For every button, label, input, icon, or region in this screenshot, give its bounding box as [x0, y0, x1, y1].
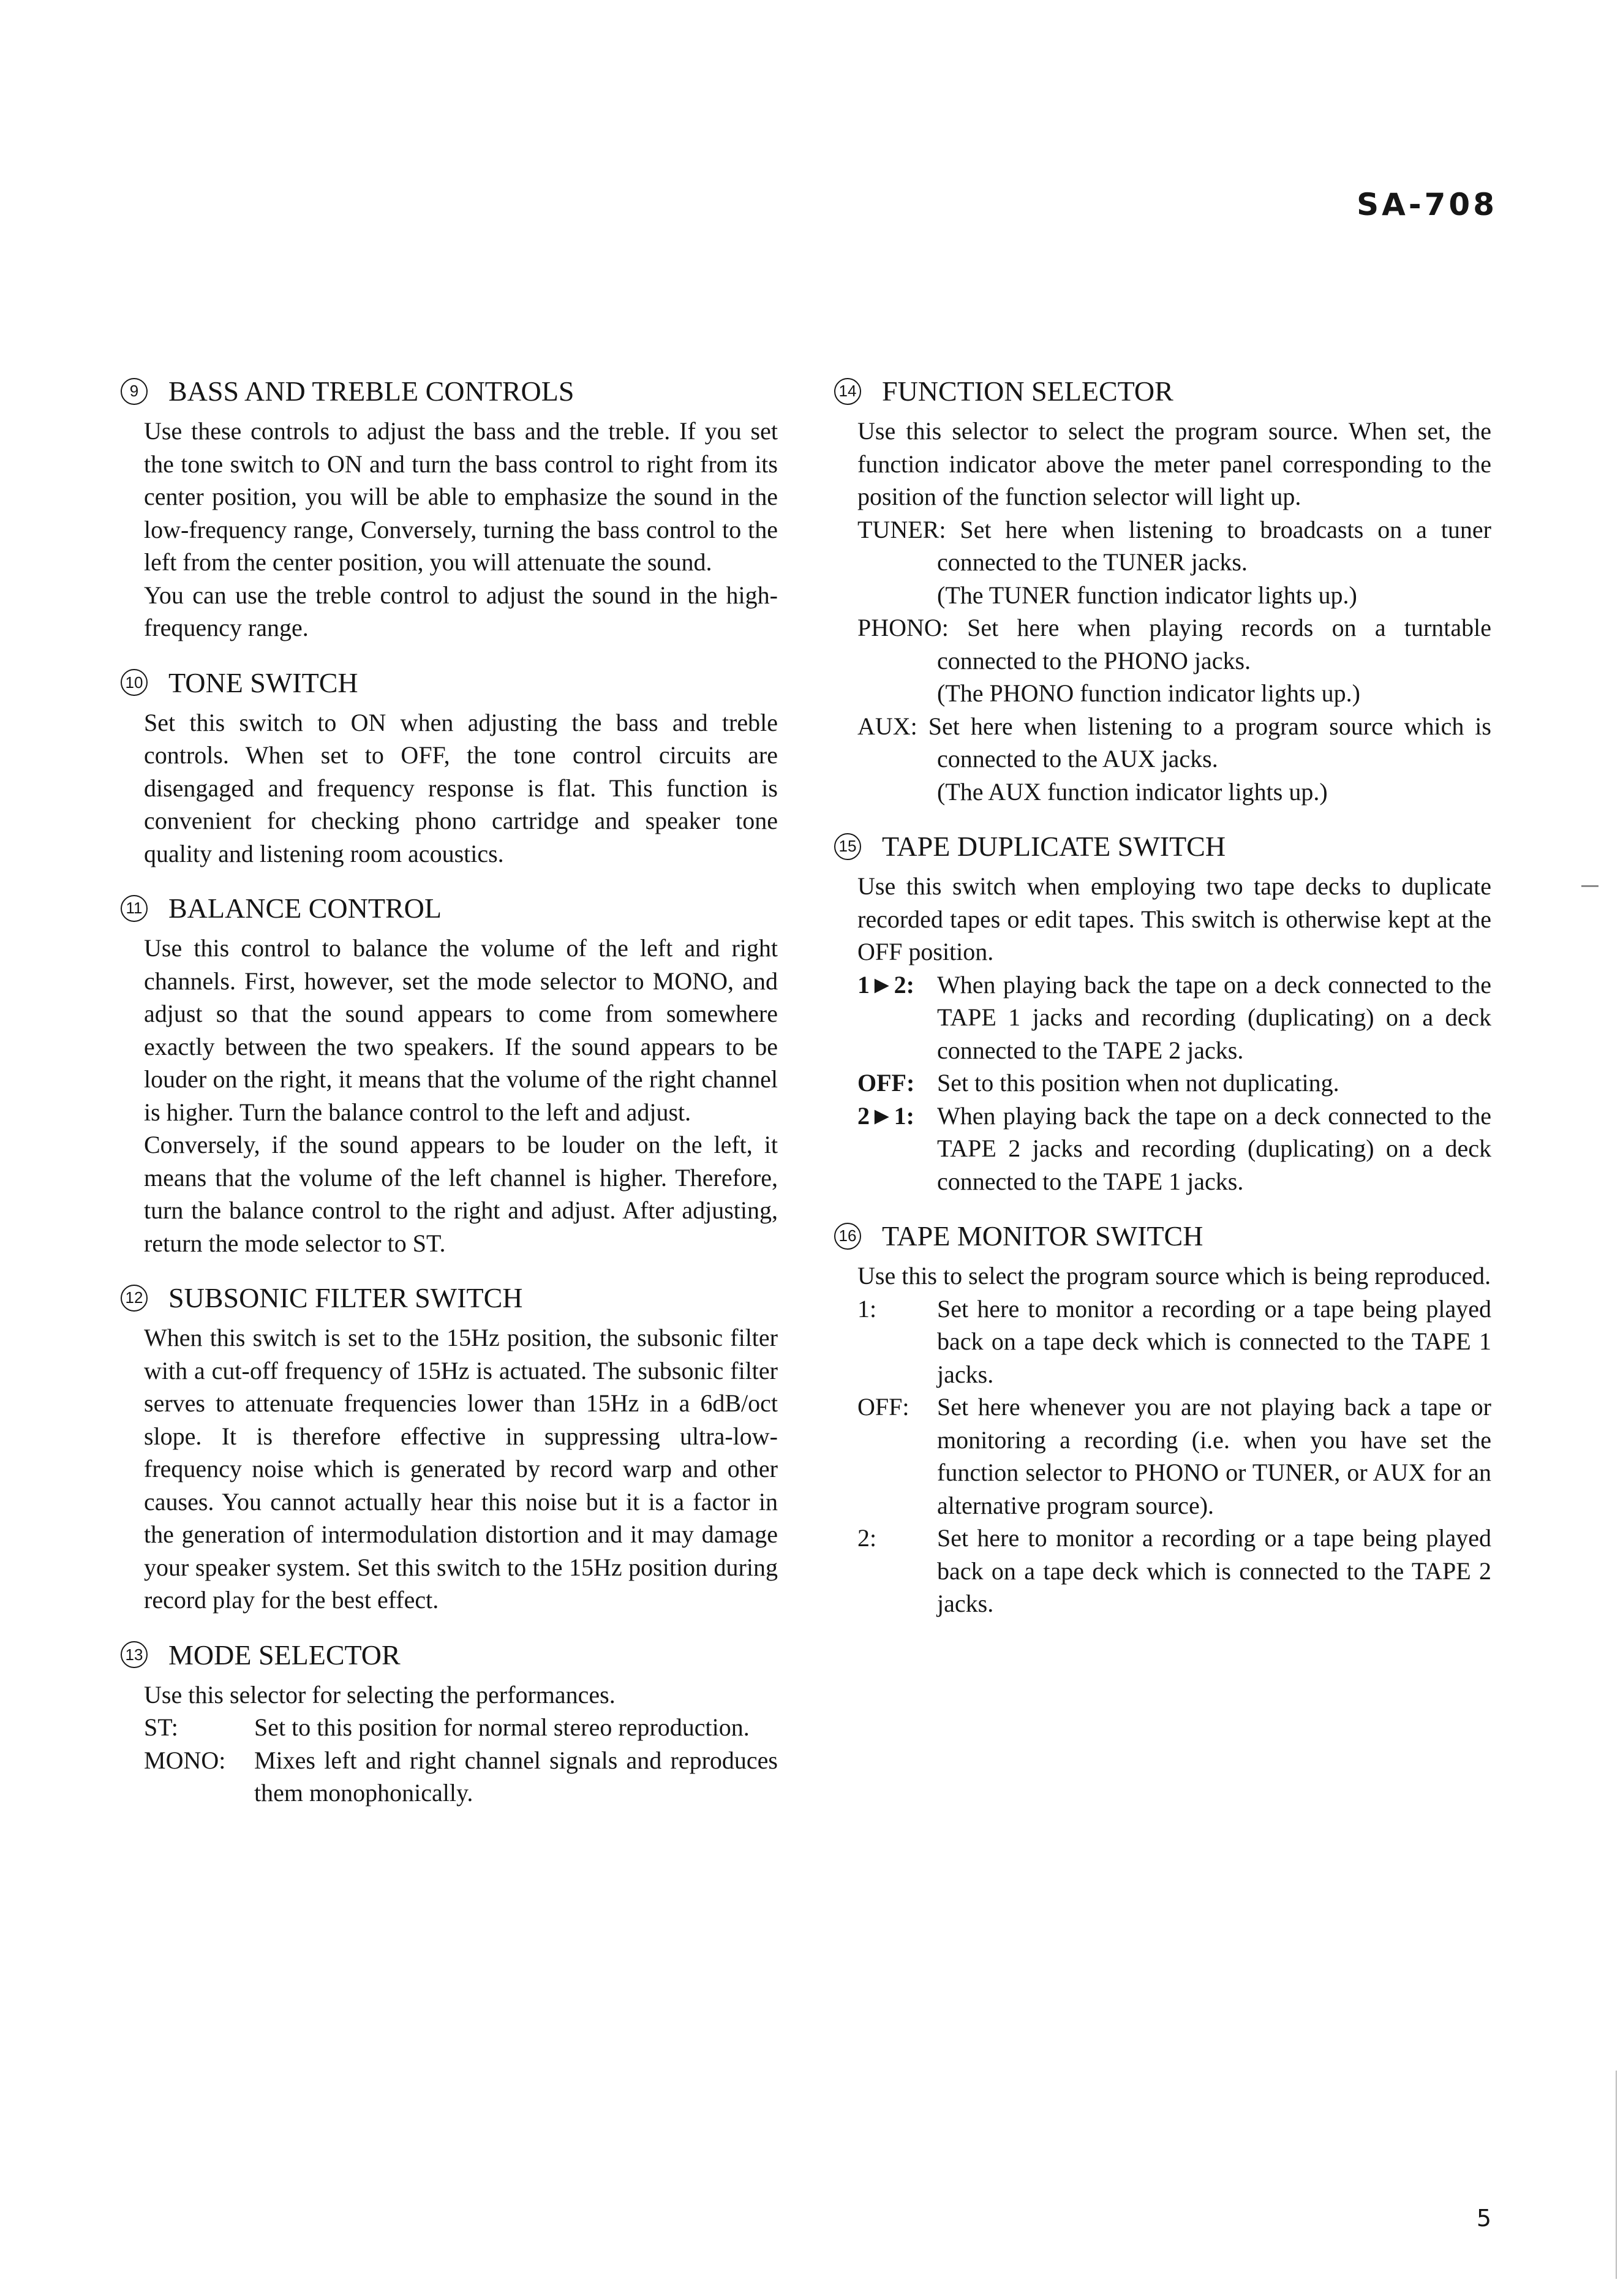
section-number-badge: 14 — [834, 378, 861, 405]
model-number: SA-708 — [1357, 187, 1497, 222]
page-number: 5 — [1476, 2205, 1491, 2232]
option-row — [857, 969, 1491, 1067]
option-key: 2: — [857, 1524, 877, 1552]
option-text: When playing back the tape on a deck connected to the TAPE 2 jacks and recording (duplicating) on a deck connected to the TAPE 1 jacks. — [937, 1101, 1491, 1195]
section-number-badge: 9 — [121, 378, 148, 405]
section-title: TONE SWITCH — [168, 667, 358, 698]
section-heading — [119, 1282, 778, 1314]
left-column — [119, 375, 778, 1832]
section-function-selector — [833, 375, 1491, 808]
option-row — [857, 1067, 1491, 1100]
option-row — [857, 1522, 1491, 1620]
section-heading — [119, 892, 778, 924]
section-heading — [833, 1220, 1491, 1252]
option-key: 1►2: — [857, 970, 914, 999]
option-row — [144, 1744, 778, 1810]
section-title: FUNCTION SELECTOR — [882, 376, 1173, 407]
paragraph: You can use the treble control to adjust the sound in the high-frequency range. — [144, 581, 778, 641]
section-tone-switch — [119, 667, 778, 870]
option-row — [857, 1391, 1491, 1522]
section-number-badge: 15 — [834, 833, 861, 860]
paragraph: Use these controls to adjust the bass and the treble. If you set the tone switch to ON and turn the bass control to right from its center position, you will be able to emphasize the sound in the low-frequency range, Conversely, turning the bass control to the left from the center position, you will attenuate the sound. — [144, 417, 778, 576]
section-heading — [119, 667, 778, 699]
option-text: Set here to monitor a recording or a tape being played back on a tape deck which is connected to the TAPE 1 jacks. — [937, 1294, 1491, 1388]
function-item: TUNER: Set here when listening to broadcasts on a tuner connected to the TUNER jacks. — [857, 515, 1491, 576]
section-balance-control — [119, 892, 778, 1259]
option-key: 1: — [857, 1294, 877, 1323]
section-mode-selector — [119, 1639, 778, 1810]
section-number-badge: 10 — [121, 669, 148, 696]
section-title: TAPE MONITOR SWITCH — [882, 1220, 1203, 1252]
function-note: (The PHONO function indicator lights up.) — [937, 679, 1360, 707]
option-row — [144, 1711, 778, 1744]
paragraph: Set this switch to ON when adjusting the bass and treble controls. When set to OFF, the tone control circuits are disengaged and frequency response is flat. This function is convenient for checking phono cartridge and speaker tone quality and listening room acoustics. — [144, 708, 778, 867]
section-heading — [119, 1639, 778, 1671]
paragraph: Use this control to balance the volume of the left and right channels. First, however, set the mode selector to MONO, and adjust so that the sound appears to come from somewhere exactly between the two speakers. If the sound appears to be louder on the right, it means that the volume of the right channel is higher. Turn the balance control to the left and adjust. — [144, 934, 778, 1126]
option-text: When playing back the tape on a deck connected to the TAPE 1 jacks and recording (duplicating) on a deck connected to the TAPE 2 jacks. — [937, 970, 1491, 1064]
section-number-badge: 16 — [834, 1223, 861, 1250]
option-key: 2►1: — [857, 1101, 914, 1130]
section-title: TAPE DUPLICATE SWITCH — [882, 831, 1226, 862]
section-bass-treble — [119, 375, 778, 644]
paragraph: Use this selector for selecting the performances. — [144, 1680, 616, 1709]
section-number-badge: 13 — [121, 1641, 148, 1668]
paragraph: Use this switch when employing two tape decks to duplicate recorded tapes or edit tapes. This switch is otherwise kept at the OFF position. — [857, 872, 1491, 965]
option-text: Set here whenever you are not playing back a tape or monitoring a recording (i.e. when you have set the function selector to PHONO or TUNER, or AUX for an alternative program source). — [937, 1393, 1491, 1519]
option-key: OFF: — [857, 1393, 909, 1421]
paragraph: Conversely, if the sound appears to be louder on the left, it means that the volume of the left channel is higher. Therefore, turn the balance control to the right and adjust. After adjusting, return the mode selector to ST. — [144, 1131, 778, 1257]
section-title: BASS AND TREBLE CONTROLS — [168, 376, 574, 407]
paragraph: Use this to select the program source which is being reproduced. — [857, 1262, 1491, 1290]
right-column — [833, 375, 1491, 1642]
option-row — [857, 1293, 1491, 1391]
option-text: Mixes left and right channel signals and reproduces them monophonically. — [254, 1746, 778, 1807]
section-heading — [833, 375, 1491, 407]
section-tape-monitor — [833, 1220, 1491, 1620]
section-heading — [119, 375, 778, 407]
section-number-badge: 11 — [121, 895, 148, 922]
option-key: OFF: — [857, 1069, 915, 1097]
function-item: PHONO: Set here when playing records on a turntable connected to the PHONO jacks. — [857, 614, 1491, 674]
function-item: AUX: Set here when listening to a program source which is connected to the AUX jacks. — [857, 712, 1491, 772]
option-text: Set to this position when not duplicating. — [937, 1069, 1339, 1097]
option-key: MONO: — [144, 1746, 226, 1774]
option-text: Set to this position for normal stereo reproduction. — [254, 1713, 750, 1741]
option-text: Set here to monitor a recording or a tape being played back on a tape deck which is connected to the TAPE 2 jacks. — [937, 1524, 1491, 1617]
section-title: BALANCE CONTROL — [168, 893, 442, 924]
scan-mark — [1616, 2071, 1617, 2279]
section-heading — [833, 830, 1491, 863]
section-title: MODE SELECTOR — [168, 1639, 401, 1671]
function-note: (The TUNER function indicator lights up.) — [937, 581, 1357, 609]
option-row — [857, 1100, 1491, 1198]
section-tape-duplicate — [833, 830, 1491, 1198]
function-note: (The AUX function indicator lights up.) — [937, 777, 1328, 806]
paragraph: Use this selector to select the program source. When set, the function indicator above the meter panel corresponding to the position of the function selector will light up. — [857, 417, 1491, 510]
paragraph: When this switch is set to the 15Hz position, the subsonic filter with a cut-off frequency of 15Hz is actuated. The subsonic filter serves to attenuate frequencies lower than 15Hz in a 6dB/oct slope. It is therefore effective in suppressing ultra-low-frequency noise which is generated by record warp and other causes. You cannot actually hear this noise but it is a factor in the generation of intermodulation distortion and it may damage your speaker system. Set this switch to the 15Hz position during record play for the best effect. — [144, 1324, 778, 1614]
scan-mark — [1581, 885, 1599, 887]
option-key: ST: — [144, 1713, 178, 1741]
section-number-badge: 12 — [121, 1285, 148, 1312]
section-title: SUBSONIC FILTER SWITCH — [168, 1282, 523, 1313]
section-subsonic-filter — [119, 1282, 778, 1617]
